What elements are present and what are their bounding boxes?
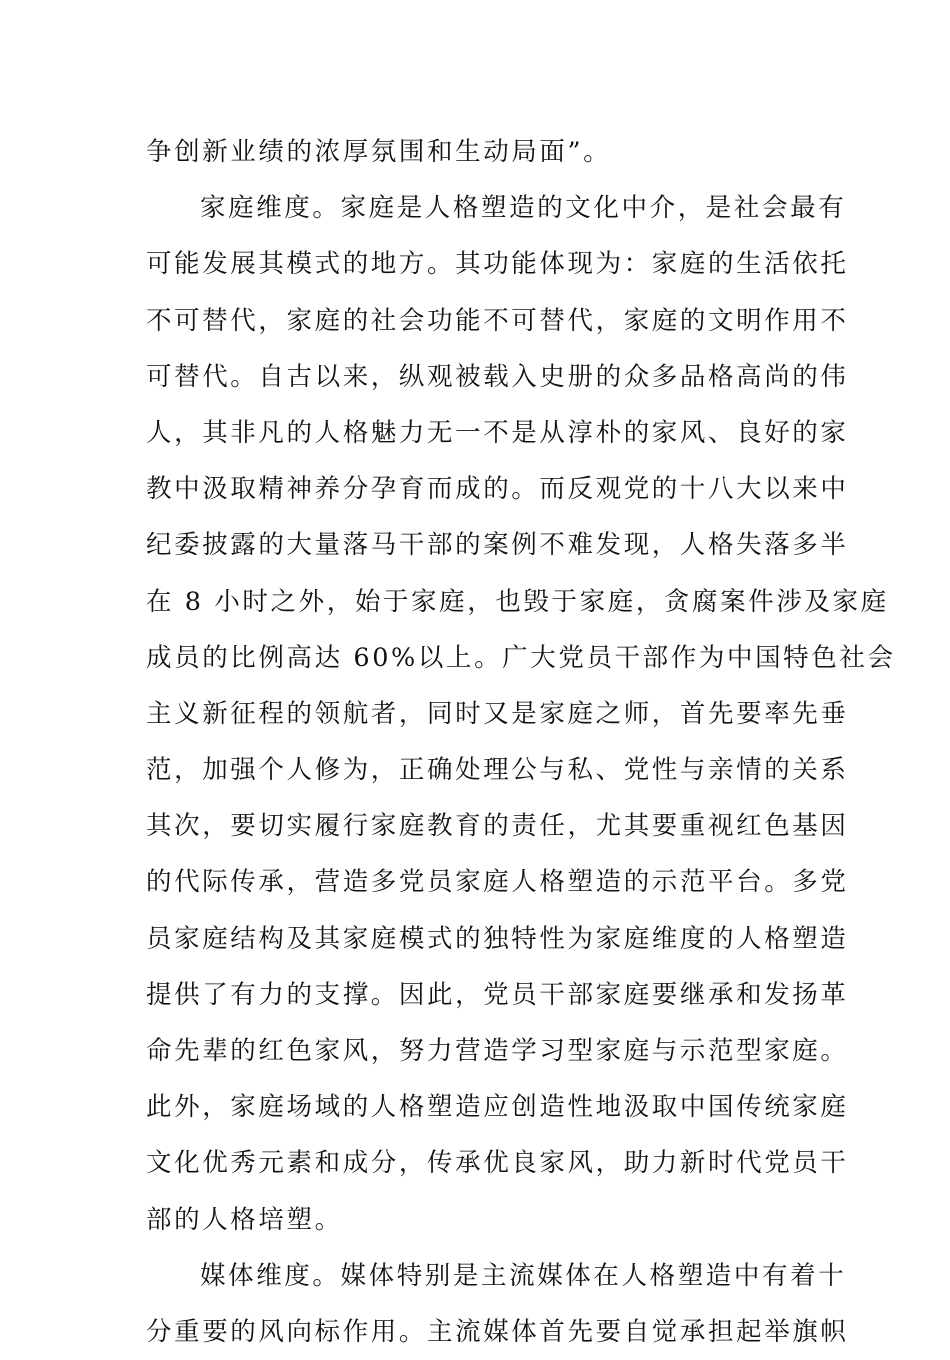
text-line: 成员的比例高达 60%以上。广大党员干部作为中国特色社会	[146, 642, 896, 673]
text-line: 部的人格培塑。	[146, 1204, 343, 1235]
body-text	[146, 124, 896, 1360]
text-line: 此外，家庭场域的人格塑造应创造性地汲取中国传统家庭	[146, 1092, 849, 1123]
text-line: 人，其非凡的人格魅力无一不是从淳朴的家风、良好的家	[146, 417, 849, 448]
text-line: 的代际传承，营造多党员家庭人格塑造的示范平台。多党	[146, 867, 849, 898]
text-line: 主义新征程的领航者，同时又是家庭之师，首先要率先垂	[146, 698, 849, 729]
text-line: 在 8 小时之外，始于家庭，也毁于家庭，贪腐案件涉及家庭	[146, 586, 889, 617]
text-line: 媒体维度。媒体特别是主流媒体在人格塑造中有着十	[200, 1260, 847, 1291]
text-line: 员家庭结构及其家庭模式的独特性为家庭维度的人格塑造	[146, 923, 849, 954]
text-line: 家庭维度。家庭是人格塑造的文化中介，是社会最有	[200, 193, 847, 224]
text-line: 文化优秀元素和成分，传承优良家风，助力新时代党员干	[146, 1148, 849, 1179]
text-line: 纪委披露的大量落马干部的案例不难发现，人格失落多半	[146, 530, 849, 561]
text-line: 不可替代，家庭的社会功能不可替代，家庭的文明作用不	[146, 305, 849, 336]
text-line: 教中汲取精神养分孕育而成的。而反观党的十八大以来中	[146, 474, 849, 505]
text-line: 可替代。自古以来，纵观被载入史册的众多品格高尚的伟	[146, 361, 849, 392]
text-line: 范，加强个人修为，正确处理公与私、党性与亲情的关系	[146, 755, 849, 786]
text-line: 分重要的风向标作用。主流媒体首先要自觉承担起举旗帜	[146, 1316, 849, 1347]
text-line: 其次，要切实履行家庭教育的责任，尤其要重视红色基因	[146, 811, 849, 842]
text-line: 命先辈的红色家风，努力营造学习型家庭与示范型家庭。	[146, 1036, 849, 1066]
text-line: 可能发展其模式的地方。其功能体现为：家庭的生活依托	[146, 249, 849, 280]
text-line: 争创新业绩的浓厚氛围和生动局面”。	[146, 137, 612, 167]
text-line: 提供了有力的支撑。因此，党员干部家庭要继承和发扬革	[146, 979, 849, 1010]
